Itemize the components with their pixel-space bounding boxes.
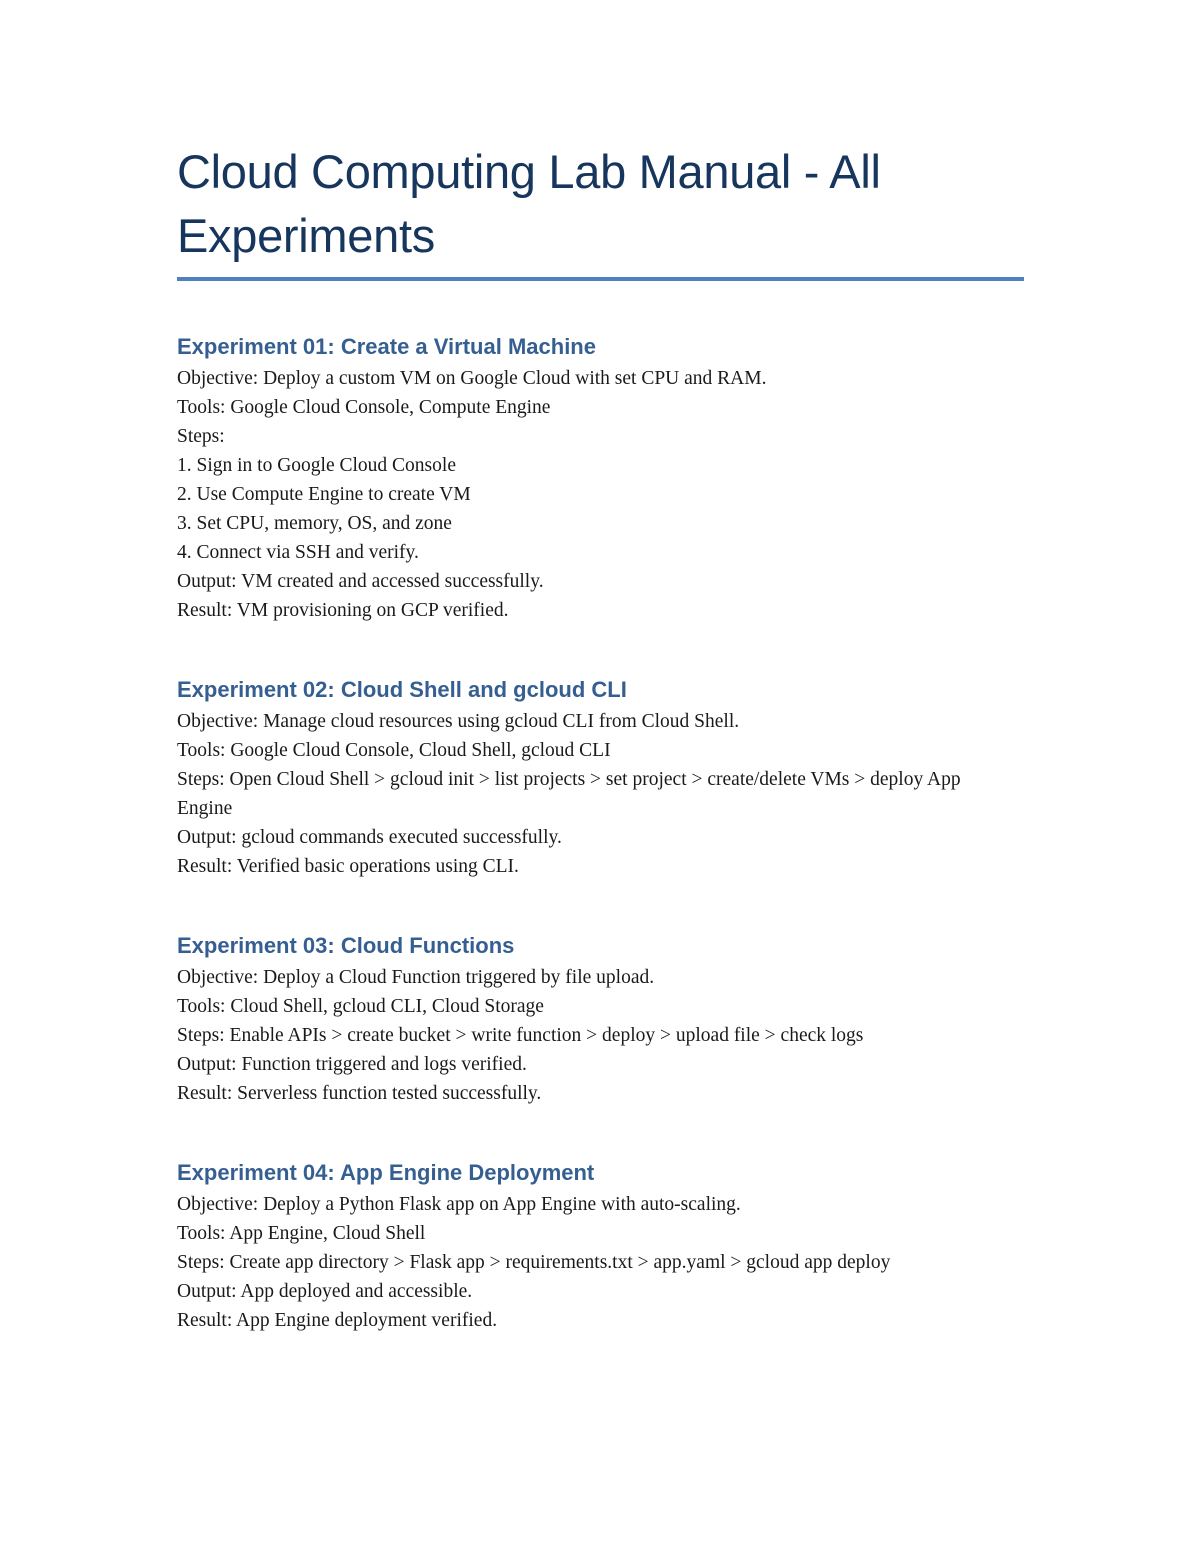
steps-line: Steps: Enable APIs > create bucket > write function > deploy > upload file > check logs — [177, 1025, 864, 1046]
objective-line: Objective: Deploy a custom VM on Google Cloud with set CPU and RAM. — [177, 368, 767, 389]
output-line: Output: Function triggered and logs verified. — [177, 1054, 527, 1075]
step-item: 4. Connect via SSH and verify. — [177, 542, 419, 563]
steps-label: Steps: — [177, 426, 225, 447]
tools-line: Tools: App Engine, Cloud Shell — [177, 1223, 426, 1244]
result-line: Result: VM provisioning on GCP verified. — [177, 600, 509, 621]
step-item: 2. Use Compute Engine to create VM — [177, 484, 471, 505]
experiment-heading: Experiment 03: Cloud Functions — [177, 933, 515, 958]
experiment-section — [177, 931, 1025, 1108]
output-line: Output: VM created and accessed successfully. — [177, 571, 544, 592]
experiment-heading: Experiment 02: Cloud Shell and gcloud CLI — [177, 677, 627, 702]
output-line: Output: App deployed and accessible. — [177, 1281, 473, 1302]
document-page — [177, 140, 1025, 1335]
objective-line: Objective: Deploy a Python Flask app on App Engine with auto-scaling. — [177, 1194, 741, 1215]
title-divider — [177, 277, 1024, 281]
result-line: Result: Verified basic operations using CLI. — [177, 856, 519, 877]
page-title: Cloud Computing Lab Manual - All Experiments — [177, 145, 881, 262]
objective-line: Objective: Deploy a Cloud Function triggered by file upload. — [177, 967, 655, 988]
experiment-heading: Experiment 01: Create a Virtual Machine — [177, 334, 596, 359]
experiment-section — [177, 1158, 1025, 1335]
step-item: 1. Sign in to Google Cloud Console — [177, 455, 456, 476]
experiment-section — [177, 332, 1025, 625]
step-item: 3. Set CPU, memory, OS, and zone — [177, 513, 452, 534]
result-line: Result: App Engine deployment verified. — [177, 1310, 498, 1331]
output-line: Output: gcloud commands executed successfully. — [177, 827, 562, 848]
experiment-section — [177, 675, 1025, 881]
objective-line: Objective: Manage cloud resources using gcloud CLI from Cloud Shell. — [177, 711, 740, 732]
tools-line: Tools: Cloud Shell, gcloud CLI, Cloud Storage — [177, 996, 544, 1017]
tools-line: Tools: Google Cloud Console, Cloud Shell, gcloud CLI — [177, 740, 611, 761]
steps-line: Steps: Create app directory > Flask app > requirements.txt > app.yaml > gcloud app deploy — [177, 1252, 891, 1273]
tools-line: Tools: Google Cloud Console, Compute Engine — [177, 397, 551, 418]
result-line: Result: Serverless function tested successfully. — [177, 1083, 542, 1104]
experiment-heading: Experiment 04: App Engine Deployment — [177, 1160, 595, 1185]
steps-line: Steps: Open Cloud Shell > gcloud init > list projects > set project > create/delete VMs > deploy App Engine — [177, 769, 961, 819]
